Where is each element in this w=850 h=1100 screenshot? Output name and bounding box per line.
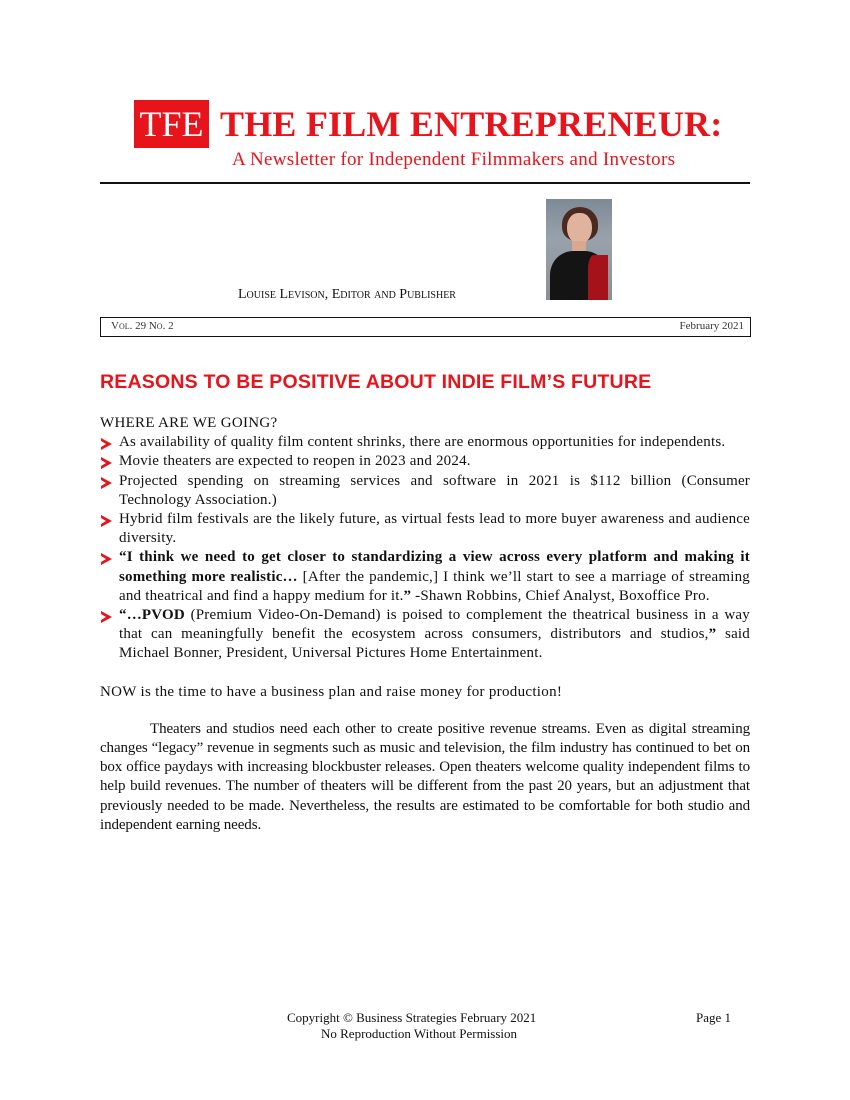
- volume-bar: [100, 317, 751, 337]
- list-item: “…PVOD (Premium Video-On-Demand) is poised to complement the theatrical business in a way that can meaningfully benefit the ecosystem across consumers, distributors and studios,” said Michael Bonner, President, Universal Pictures Home Entertainment.: [100, 606, 750, 664]
- issue-date: February 2021: [679, 320, 744, 332]
- article-body: [100, 414, 750, 835]
- list-item: Projected spending on streaming services and software in 2021 is $112 billion (Consumer Technology Association.): [100, 472, 750, 510]
- list-item: “I think we need to get closer to standardizing a view across every platform and making it something more realistic… [After the pandemic,] I think we’ll start to see a marriage of streaming and theatrical and find a happy medium for it.” -Shawn Robbins, Chief Analyst, Boxoffice Pro.: [100, 548, 750, 606]
- arrow-bullet-icon: [101, 611, 112, 623]
- arrow-bullet-icon: [101, 477, 112, 489]
- tfe-logo: TFE: [134, 100, 209, 148]
- list-item: Movie theaters are expected to reopen in 2023 and 2024.: [100, 452, 750, 471]
- bullet-list: [100, 433, 750, 663]
- masthead: [134, 100, 754, 180]
- quote-attribution: -Shawn Robbins, Chief Analyst, Boxoffice Pro.: [411, 587, 710, 604]
- page-number: Page 1: [696, 1010, 732, 1025]
- volume-number: Vol. 29 No. 2: [111, 320, 174, 332]
- call-to-action: NOW is the time to have a business plan and raise money for production!: [100, 683, 563, 700]
- quote-attribution: said Michael Bonner, President, Universal Pictures Home Entertainment.: [119, 626, 750, 662]
- editor-credit: [238, 286, 456, 303]
- article-headline: REASONS TO BE POSITIVE ABOUT INDIE FILM’S FUTURE: [100, 371, 652, 393]
- arrow-bullet-icon: [101, 438, 112, 450]
- copyright-line: Copyright © Business Strategies February 2021: [287, 1010, 537, 1025]
- list-item: As availability of quality film content shrinks, there are enormous opportunities for independents.: [100, 433, 750, 452]
- robbins-quote-lead: I think we need to get closer to standardizing a view across every platform and making it something more realistic…: [119, 549, 750, 585]
- editor-photo: [546, 199, 612, 300]
- body-paragraph: Theaters and studios need each other to create positive revenue streams. Even as digital streaming changes “legacy” revenue in segments such as music and television, the film industry has continued to bet on box office paydays with increasing blockbuster releases. Open theaters welcome quality independent films to help build revenues. The number of theaters will be different from the past 20 years, but an adjustment that previously needed to be made. Nevertheless, the results are estimated to be comfortable for both studio and independent earning needs.: [100, 720, 750, 833]
- newsletter-title: THE FILM ENTREPRENEUR:: [220, 104, 723, 144]
- masthead-rule: [100, 182, 750, 184]
- pvod-term: “…PVOD: [119, 607, 185, 624]
- arrow-bullet-icon: [101, 553, 112, 565]
- section-label: WHERE ARE WE GOING?: [100, 415, 278, 431]
- arrow-bullet-icon: [101, 515, 112, 527]
- newsletter-subtitle: A Newsletter for Independent Filmmakers and Investors: [232, 149, 676, 170]
- list-item: Hybrid film festivals are the likely future, as virtual fests lead to more buyer awareness and audience diversity.: [100, 510, 750, 548]
- reproduction-notice: No Reproduction Without Permission: [321, 1026, 518, 1041]
- editor-line: Louise Levison, Editor and Publisher: [238, 287, 456, 302]
- arrow-bullet-icon: [101, 457, 112, 469]
